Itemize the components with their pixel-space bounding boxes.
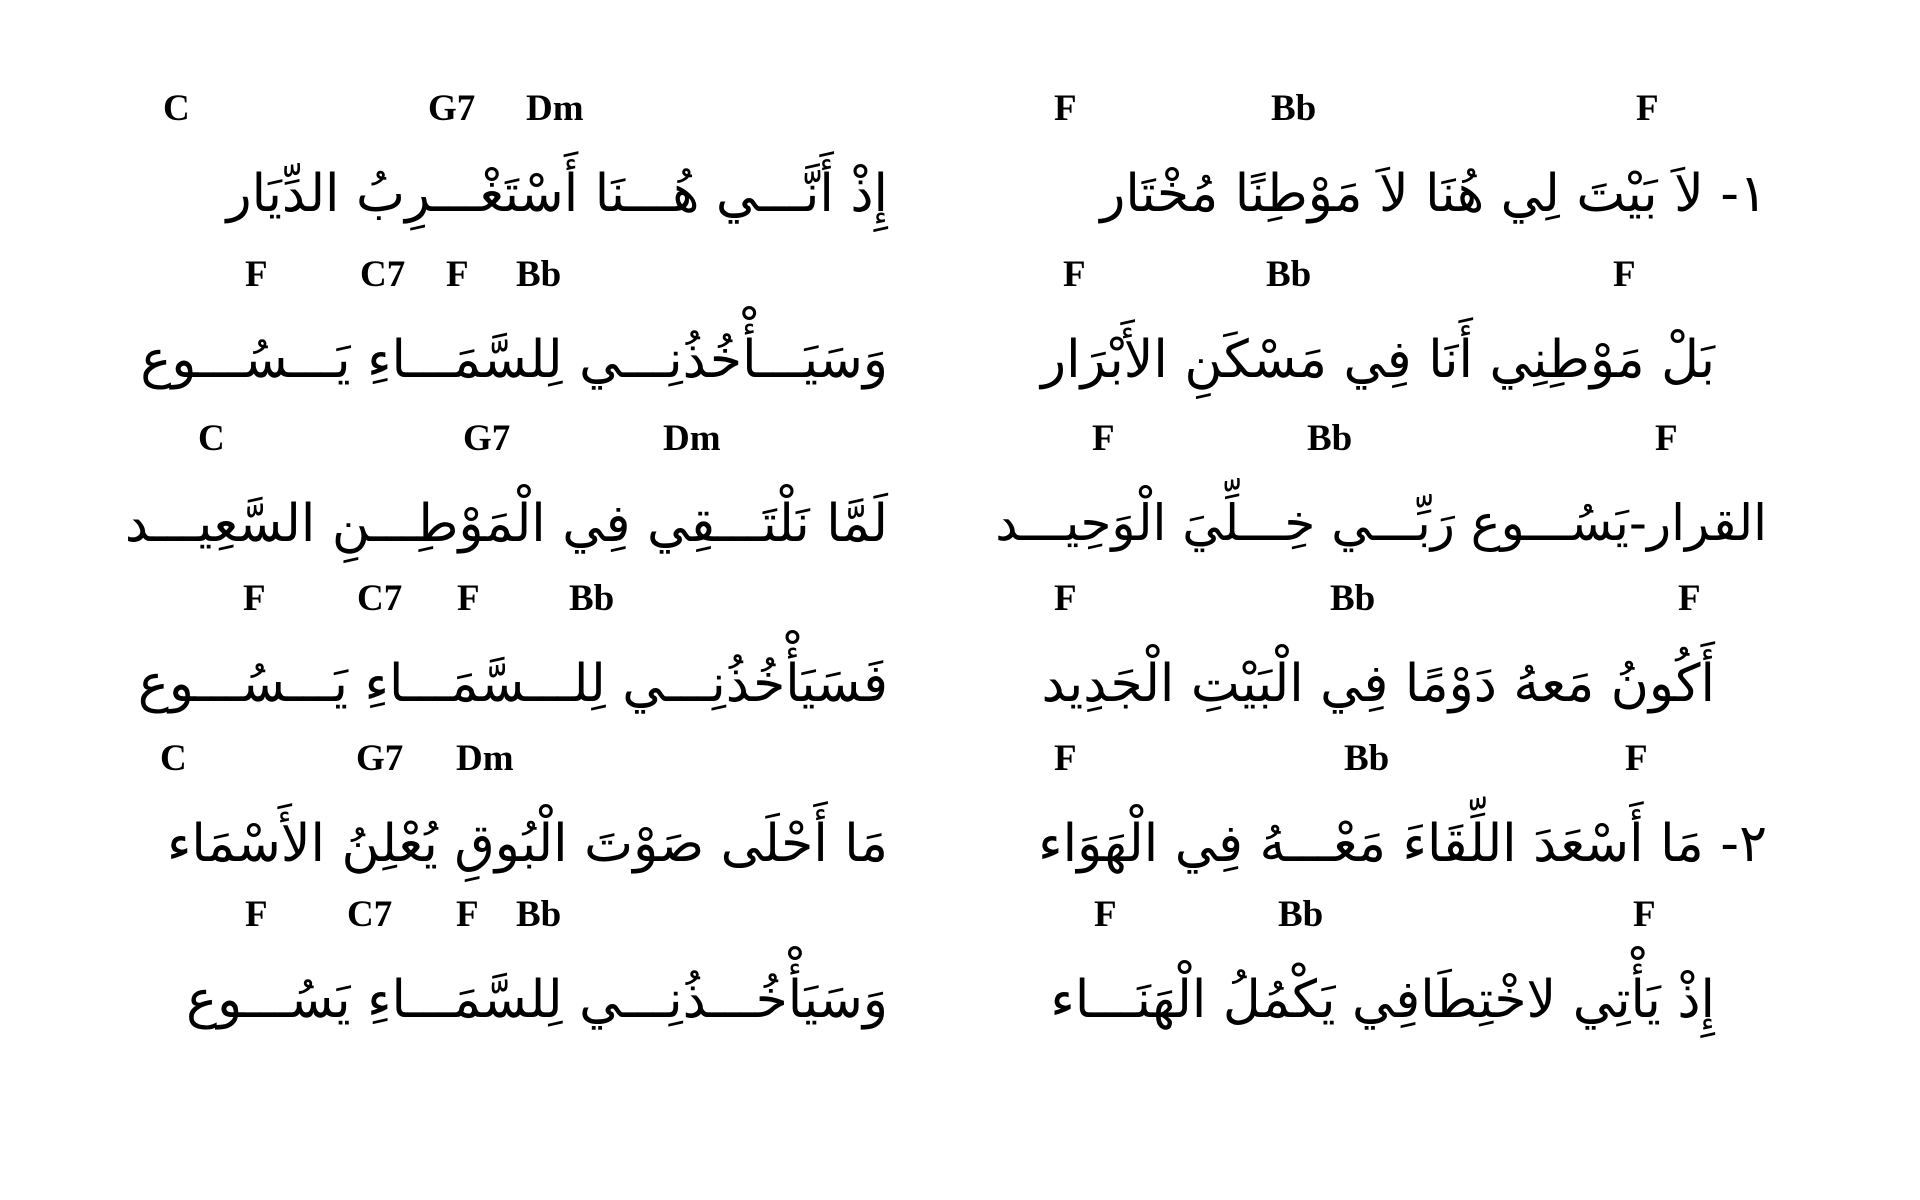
chord-symbol: F <box>1054 738 1077 779</box>
chord-symbol: F <box>1655 418 1678 459</box>
chord-symbol: F <box>1054 88 1077 129</box>
chord-symbol: Bb <box>1307 418 1353 459</box>
lyric-line: وَسَيَـــأْخُذُنِـــي لِلسَّمَـــاءِ يَـــسُـــوع <box>140 330 888 390</box>
chord-symbol: F <box>245 894 268 935</box>
chord-symbol: Dm <box>456 738 514 779</box>
chord-symbol: Bb <box>1266 254 1312 295</box>
chord-symbol: G7 <box>463 418 511 459</box>
chord-symbol: G7 <box>356 738 404 779</box>
lyric-line: مَا أَحْلَى صَوْتَ الْبُوقِ يُعْلِنُ الأَسْمَاء <box>166 814 888 874</box>
chord-symbol: C <box>160 738 187 779</box>
lyric-line: ٢- مَا أَسْعَدَ اللِّقَاءَ مَعْـــهُ فِي الْهَوَاء <box>1038 814 1767 874</box>
chord-symbol: F <box>456 894 479 935</box>
chord-symbol: Bb <box>1330 578 1376 619</box>
lyric-line: بَلْ مَوْطِنِي أَنَا فِي مَسْكَنِ الأَبْرَار <box>1041 330 1715 390</box>
lyric-line: لَمَّا نَلْتَـــقِي فِي الْمَوْطِـــنِ السَّعِيـــد <box>124 494 888 554</box>
chord-symbol: C7 <box>357 578 403 619</box>
chord-symbol: F <box>1636 88 1659 129</box>
chord-symbol: F <box>1092 418 1115 459</box>
chord-symbol: C <box>198 418 225 459</box>
lyric-line: وَسَيَأْخُـــذُنِـــي لِلسَّمَـــاءِ يَسُـــوع <box>186 970 888 1030</box>
chord-symbol: F <box>1625 738 1648 779</box>
chord-symbol: Bb <box>516 254 562 295</box>
lyric-line: إِذْ أَنَّـــي هُـــنَا أَسْتَغْـــرِبُ الدِّيَار <box>226 164 888 224</box>
chord-symbol: Bb <box>569 578 615 619</box>
chord-symbol: F <box>243 578 266 619</box>
chord-symbol: Bb <box>1344 738 1390 779</box>
chord-symbol: C <box>163 88 190 129</box>
chord-symbol: F <box>457 578 480 619</box>
lyric-line: القرار-يَسُـــوع رَبِّـــي خِـــلِّيَ الْوَحِيـــد <box>995 494 1767 552</box>
chord-symbol: F <box>1613 254 1636 295</box>
chord-symbol: C7 <box>347 894 393 935</box>
chord-symbol: F <box>1678 578 1701 619</box>
chord-symbol: C7 <box>360 254 406 295</box>
chord-symbol: Bb <box>1278 894 1324 935</box>
chord-symbol: Bb <box>516 894 562 935</box>
chord-symbol: F <box>1633 894 1656 935</box>
chord-symbol: F <box>1054 578 1077 619</box>
chord-symbol: Bb <box>1271 88 1317 129</box>
chord-symbol: F <box>446 254 469 295</box>
chord-symbol: F <box>245 254 268 295</box>
lyric-line: إِذْ يَأْتِي لاخْتِطَافِي يَكْمُلُ الْهَنَـــاء <box>1050 970 1715 1030</box>
chord-symbol: F <box>1063 254 1086 295</box>
chord-symbol: Dm <box>663 418 721 459</box>
chord-symbol: Dm <box>526 88 584 129</box>
chord-symbol: F <box>1094 894 1117 935</box>
lyric-line: أَكُونُ مَعهُ دَوْمًا فِي الْبَيْتِ الْجَدِيد <box>1041 654 1715 714</box>
lyric-line: فَسَيَأْخُذُنِـــي لِلـــسَّمَـــاءِ يَـــسُـــوع <box>137 654 888 714</box>
chord-symbol: G7 <box>428 88 476 129</box>
lyric-line: ١- لاَ بَيْتَ لِي هُنَا لاَ مَوْطِنًا مُخْتَار <box>1100 164 1767 224</box>
